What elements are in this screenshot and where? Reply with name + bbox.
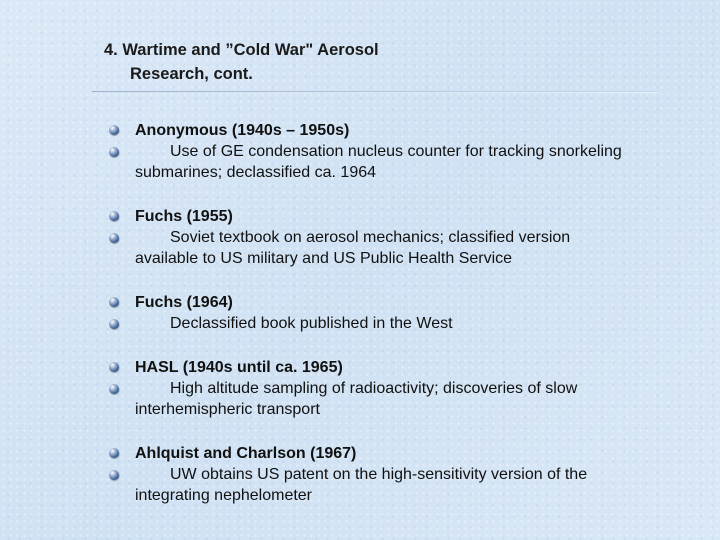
- item-description: High altitude sampling of radioactivity; discoveries of slow interhemispheric transport: [135, 380, 578, 418]
- bullet-icon: [109, 297, 119, 307]
- bullet-icon: [109, 233, 119, 243]
- item-heading: Fuchs (1964): [135, 294, 233, 311]
- slide-title-line2: Research, cont.: [130, 65, 253, 83]
- item-description: Soviet textbook on aerosol mechanics; classified version available to US military and US Public Health Service: [135, 229, 571, 267]
- bullet-icon: [109, 147, 119, 157]
- bullet-icon: [109, 448, 119, 458]
- title-divider: [92, 91, 658, 93]
- item-heading: Fuchs (1955): [135, 208, 233, 225]
- slide-title-line1: 4. Wartime and ”Cold War" Aerosol: [104, 41, 379, 59]
- bullet-icon: [109, 125, 119, 135]
- item-heading: Anonymous (1940s – 1950s): [135, 122, 350, 139]
- bullet-icon: [109, 362, 119, 372]
- item-description: Use of GE condensation nucleus counter for tracking snorkeling submarines; declassified ca. 1964: [135, 143, 622, 181]
- item-heading: HASL (1940s until ca. 1965): [135, 359, 343, 376]
- item-description: Declassified book published in the West: [170, 315, 453, 332]
- item-description: UW obtains US patent on the high-sensitivity version of the integrating nephelometer: [135, 466, 588, 504]
- bullet-icon: [109, 384, 119, 394]
- slide-title: [104, 38, 379, 86]
- item-heading: Ahlquist and Charlson (1967): [135, 445, 357, 462]
- bullet-icon: [109, 470, 119, 480]
- bullet-icon: [109, 319, 119, 329]
- bullet-icon: [109, 211, 119, 221]
